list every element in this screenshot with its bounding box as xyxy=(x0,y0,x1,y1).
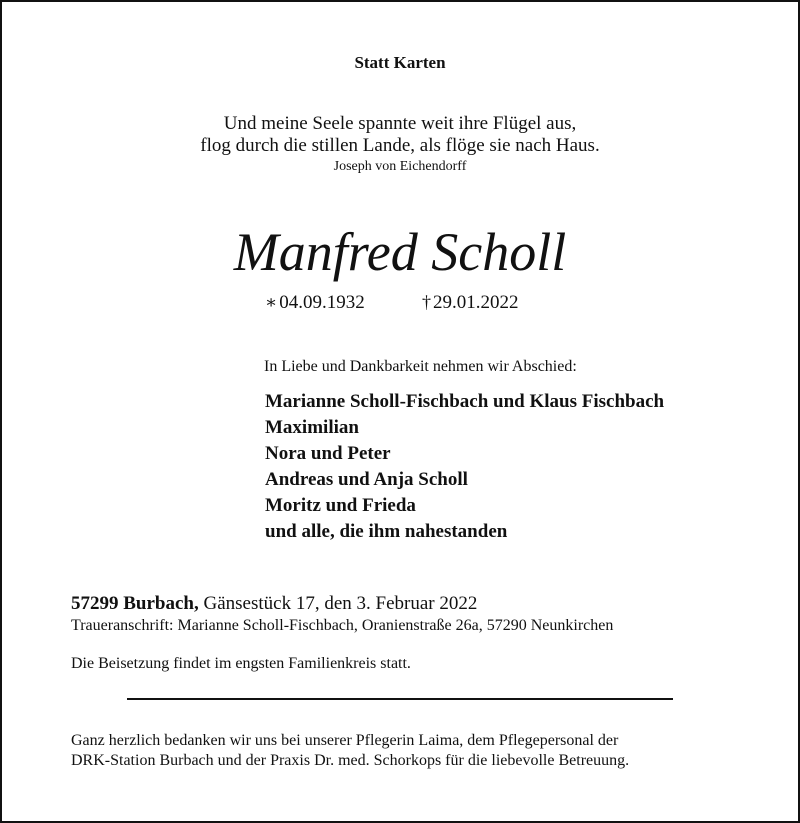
header-statt-karten: Statt Karten xyxy=(354,53,446,72)
family-member: Andreas und Anja Scholl xyxy=(265,469,468,490)
burial-note: Die Beisetzung findet im engsten Familienkreis statt. xyxy=(71,655,411,672)
quote-author: Joseph von Eichendorff xyxy=(333,159,467,174)
quote-line-1: Und meine Seele spannte weit ihre Flügel aus, xyxy=(223,113,577,134)
birth-star-icon: ∗ xyxy=(265,292,278,312)
birth-date xyxy=(265,292,365,314)
family-list xyxy=(265,389,664,545)
quote-line-2: flog durch die stillen Lande, als flöge sie nach Haus. xyxy=(200,135,600,156)
family-member: Marianne Scholl-Fischbach und Klaus Fischbach xyxy=(265,391,665,412)
divider-line xyxy=(127,698,673,700)
address-city: 57299 Burbach, xyxy=(71,593,199,614)
family-member: und alle, die ihm nahestanden xyxy=(265,521,508,542)
farewell-intro: In Liebe und Dankbarkeit nehmen wir Abschied: xyxy=(264,358,577,375)
deceased-name: Manfred Scholl xyxy=(233,222,567,282)
place-and-date xyxy=(71,593,477,615)
thanks-line-2: DRK-Station Burbach und der Praxis Dr. med. Schorkops für die liebevolle Betreuung. xyxy=(71,752,630,769)
birth-date-value: 04.09.1932 xyxy=(279,292,365,313)
address-rest: Gänsestück 17, den 3. Februar 2022 xyxy=(203,593,478,614)
death-date-value: 29.01.2022 xyxy=(433,292,519,313)
family-member: Nora und Peter xyxy=(265,443,391,464)
mourning-address: Traueranschrift: Marianne Scholl-Fischbach, Oranienstraße 26a, 57290 Neunkirchen xyxy=(71,617,614,634)
thanks-line-1: Ganz herzlich bedanken wir uns bei unserer Pflegerin Laima, dem Pflegepersonal der xyxy=(71,732,619,749)
thanks-note xyxy=(71,731,629,771)
death-date xyxy=(422,292,519,314)
family-member: Moritz und Frieda xyxy=(265,495,416,516)
family-member: Maximilian xyxy=(265,417,359,438)
death-cross-icon: † xyxy=(422,292,431,312)
